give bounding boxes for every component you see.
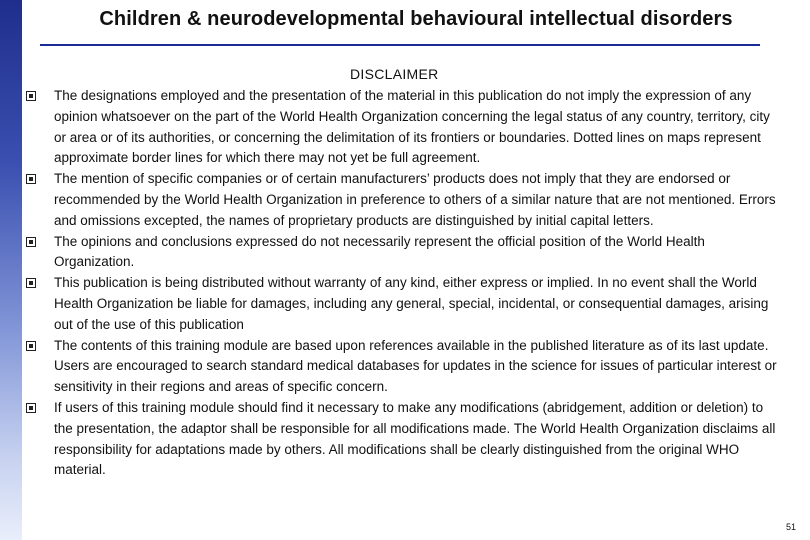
square-bullet-icon <box>26 174 36 184</box>
list-item <box>24 398 784 481</box>
bullet-text: This publication is being distributed without warranty of any kind, either express or implied. In no event shall the World Health Organization be liable for damages, including any general, special, incidental, or consequential damages, arising out of the use of this publication <box>54 275 769 332</box>
disclaimer-list <box>24 86 784 481</box>
left-accent-bar <box>0 0 22 540</box>
bullet-text: The contents of this training module are based upon references available in the published literature as of its last update. Users are encouraged to search standard medical databases for updates in the science for issues of particular interest or sensitivity in their regions and areas of specific concern. <box>54 337 777 395</box>
square-bullet-icon <box>26 341 36 351</box>
square-bullet-icon <box>26 91 36 101</box>
disclaimer-heading: DISCLAIMER <box>350 66 439 82</box>
title-divider <box>40 44 760 46</box>
list-item <box>24 273 784 335</box>
square-bullet-icon <box>26 237 36 247</box>
square-bullet-icon <box>26 403 36 413</box>
square-bullet-icon <box>26 278 36 288</box>
bullet-text: The opinions and conclusions expressed do not necessarily represent the official position of the World Health Organization. <box>54 233 705 270</box>
bullet-text: If users of this training module should find it necessary to make any modifications (abridgement, addition or deletion) to the presentation, the adaptor shall be responsible for all modifications made. The World Health Organization disclaims all responsibility for adaptations made by others. All modifications shall be clearly distinguished from the original WHO material. <box>54 399 776 478</box>
list-item <box>24 336 784 398</box>
bullet-text: The mention of specific companies or of certain manufacturers’ products does not imply that they are endorsed or recommended by the World Health Organization in preference to others of a similar nature that are not mentioned. Errors and omissions excepted, the names of proprietary products are distinguished by initial capital letters. <box>54 171 776 228</box>
slide-title: Children & neurodevelopmental behavioural intellectual disorders <box>99 8 733 30</box>
list-item <box>24 232 784 274</box>
page-number: 51 <box>785 522 796 532</box>
list-item <box>24 169 784 231</box>
bullet-text: The designations employed and the presentation of the material in this publication do not imply the expression of any opinion whatsoever on the part of the World Health Organization concerning the legal status of any country, territory, city or area or of its authorities, or concerning the delimitation of its frontiers or boundaries. Dotted lines on maps represent approximate border lines for which there may not yet be full agreement. <box>54 88 770 166</box>
list-item <box>24 86 784 169</box>
